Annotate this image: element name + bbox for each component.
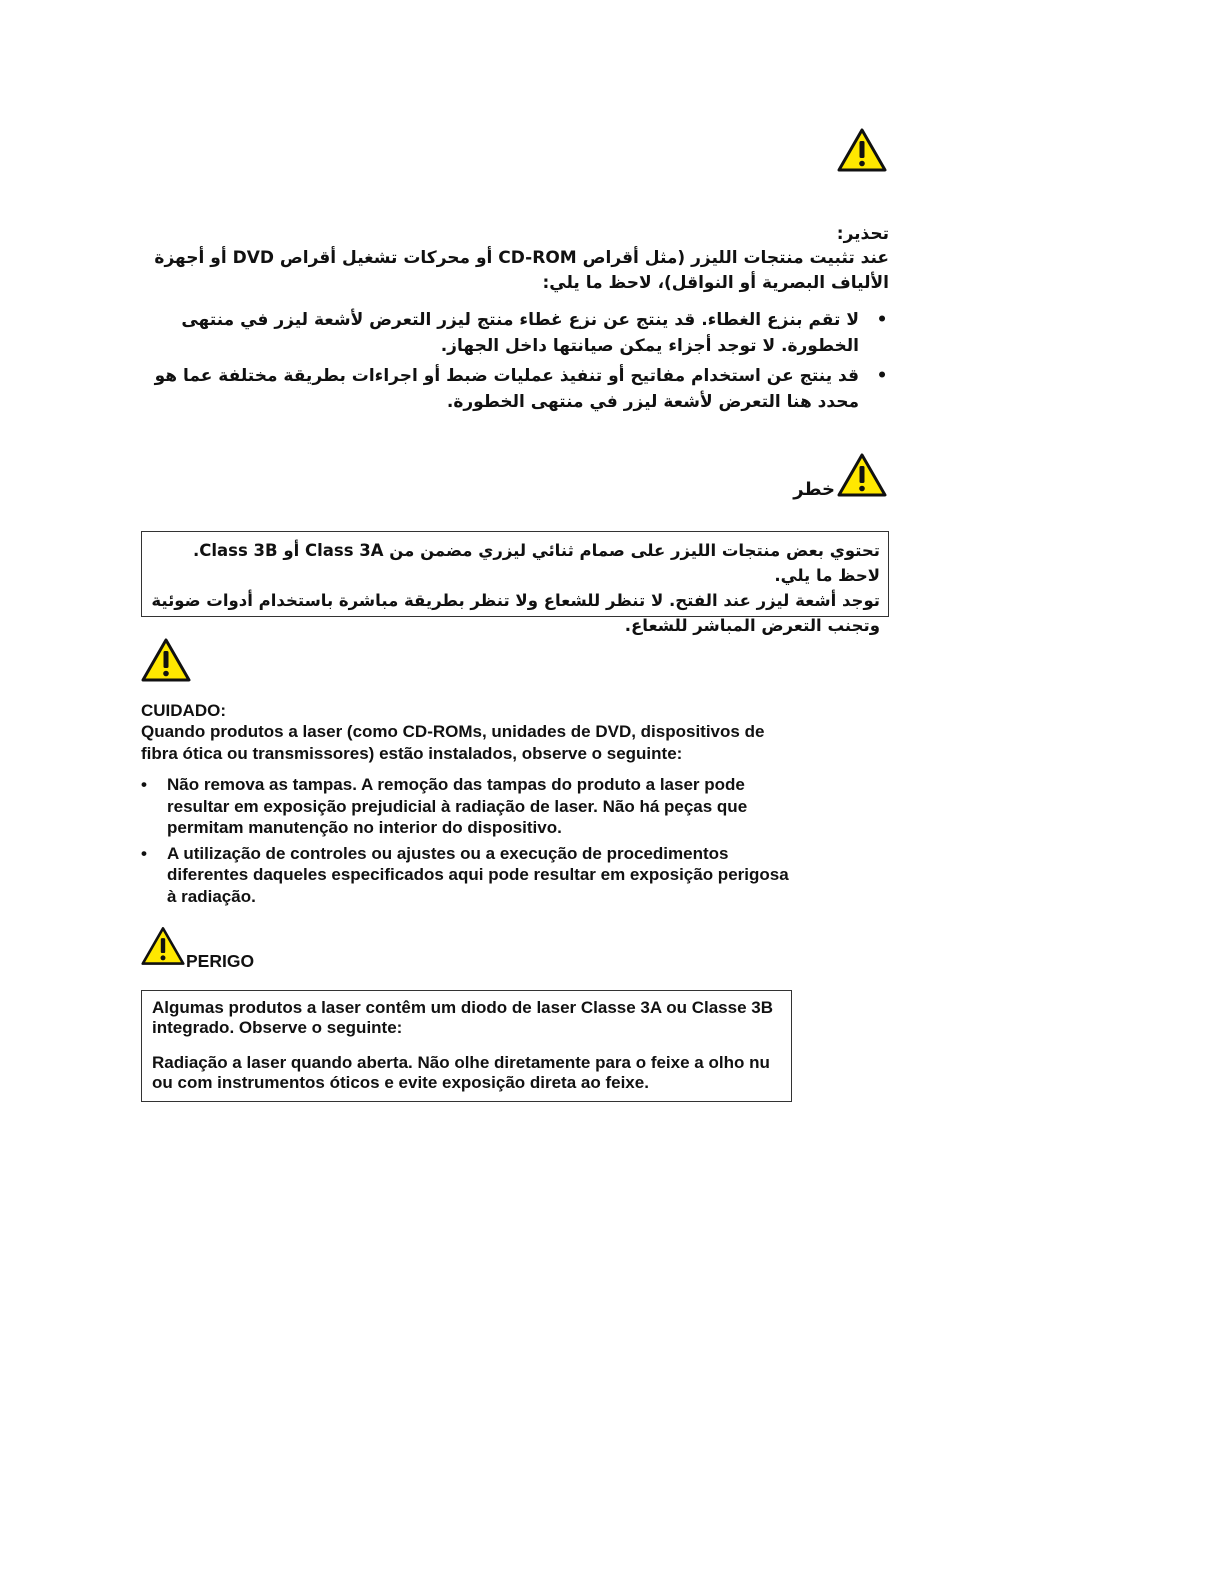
danger-box-line: توجد أشعة ليزر عند الفتح. لا تنظر للشعاع ولا تنظر بطريقة مباشرة باستخدام أدوات ضوئية وتجنب التعرض المباشر للشعاع. [151,591,880,635]
portuguese-danger-box [141,990,792,1102]
list-item-text: Não remova as tampas. A remoção das tampas do produto a laser pode resultar em exposição prejudicial à radiação de laser. Não há peças que permitam manutenção no interior do dispositivo. [167,775,748,837]
arabic-caution-heading: تحذير: [836,224,889,244]
arabic-caution-intro: عند تثبيت منتجات الليزر (مثل أقراص CD-ROM أو محركات تشغيل أقراص DVD أو أجهزة الألياف البصرية أو النواقل)، لاحظ ما يلي: [154,248,889,293]
arabic-caution-list [141,307,889,419]
list-item-text: لا تقم بنزع الغطاء. قد ينتج عن نزع غطاء منتج ليزر التعرض لأشعة ليزر في منتهى الخطورة. لا توجد أجزاء يمكن صيانتها داخل الجهاز. [181,310,859,356]
bullet: • [876,366,888,386]
bullet: • [141,775,147,794]
list-item [141,774,801,839]
warning-triangle-icon [837,128,887,172]
arabic-danger-label: خطر [793,479,835,500]
portuguese-caution-heading: CUIDADO: [141,701,226,720]
portuguese-caution-intro: Quando produtos a laser (como CD-ROMs, unidades de DVD, dispositivos de fibra ótica ou transmissores) estão instalados, observe o seguinte: [141,722,765,763]
bullet: • [876,310,888,330]
danger-box-paragraph: Radiação a laser quando aberta. Não olhe diretamente para o feixe a olho nu ou com instrumentos óticos e evite exposição direta ao feixe. [152,1053,770,1092]
warning-triangle-icon [141,926,185,966]
danger-box-paragraph: Algumas produtos a laser contêm um diodo de laser Classe 3A ou Classe 3B integrado. Observe o seguinte: [152,998,773,1037]
list-item [141,307,889,359]
portuguese-caution-list [141,774,801,911]
danger-box-line: تحتوي بعض منتجات الليزر على صمام ثنائي ليزري مضمن من Class 3A أو Class 3B. لاحظ ما يلي. [192,541,880,585]
list-item [141,363,889,415]
list-item-text: A utilização de controles ou ajustes ou a execução de procedimentos diferentes daqueles especificados aqui pode resultar em exposição perigosa à radiação. [167,843,789,906]
list-item-text: قد ينتج عن استخدام مفاتيح أو تنفيذ عمليات ضبط أو اجراءات بطريقة مختلفة عما هو محدد هنا التعرض لأشعة ليزر في منتهى الخطورة. [154,366,859,412]
warning-triangle-icon [141,638,191,682]
warning-triangle-icon [837,453,887,497]
bullet: • [141,843,147,863]
portuguese-danger-label: PERIGO [186,951,255,971]
arabic-danger-box [141,531,889,635]
list-item [141,843,801,908]
